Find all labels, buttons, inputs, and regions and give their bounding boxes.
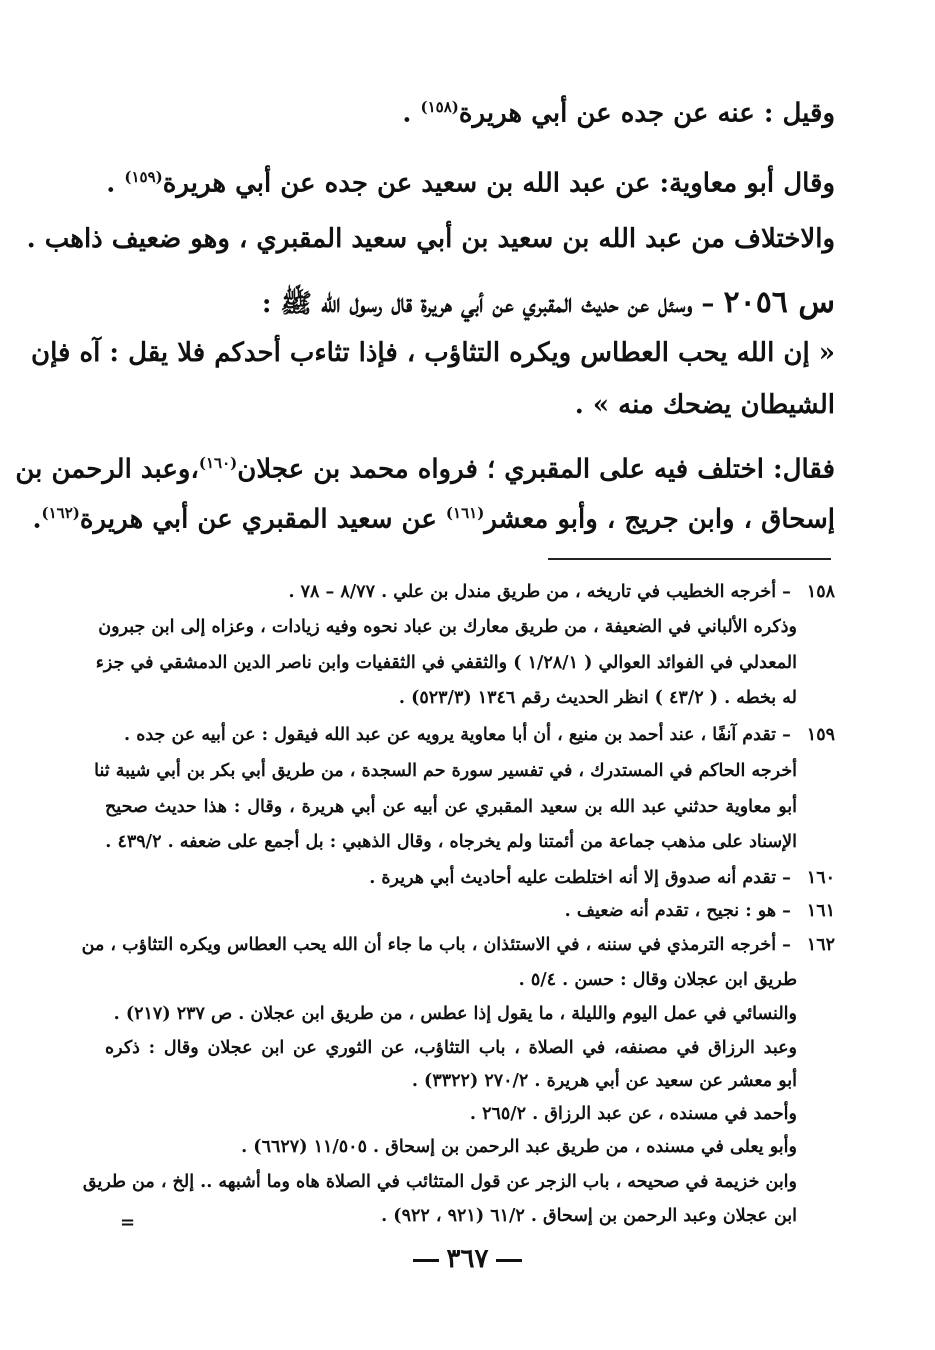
footnote-162-line-8: وابن خزيمة في صحيحه ، باب الزجر عن قول المتثائب في الصلاة هاه وما أشبهه .. إلخ ، من طريق xyxy=(82,1172,797,1192)
paragraph-text: وقال أبو معاوية: عن عبد الله بن سعيد عن جده عن أبي هريرة xyxy=(162,168,835,199)
footnote-number: ١٥٩ xyxy=(806,725,835,745)
footnote-text: تقدم آنفًا ، عند أحمد بن منيع ، أن أبا معاوية يرويه عن عبد الله فيقول : عن أبيه عن جده . xyxy=(124,725,777,745)
paragraph-text: عن سعيد المقبري عن أبي هريرة xyxy=(79,504,446,535)
footnote-162 xyxy=(81,935,835,955)
footnote-ref[interactable]: (١٦١) xyxy=(445,504,485,522)
footnote-159 xyxy=(105,727,835,745)
question-heading-line xyxy=(95,285,835,320)
paragraph-text: فقال: اختلف فيه على المقبري ؛ فرواه محمد بن عجلان xyxy=(237,454,835,485)
continuation-mark: = xyxy=(120,1212,136,1233)
hadith-text-line-2: الشيطان يضحك منه » . xyxy=(574,390,835,420)
footnote-ref[interactable]: (١٥٨) xyxy=(420,98,459,116)
footnote-text: أخرجه الخطيب في تاريخه ، من طريق مندل بن علي . ٨/٧٧ – ٧٨ . xyxy=(288,582,777,602)
footnote-text: أخرجه الترمذي في سننه ، في الاستئذان ، باب ما جاء أن الله يحب العطاس ويكره التثاؤب ، من xyxy=(81,935,777,955)
footnote-number: ١٦٠ xyxy=(806,868,835,888)
paragraph-1 xyxy=(95,100,835,127)
footnote-158-line-3: المعدلي في الفوائد العوالي ( ١/٢٨/١ ) والثقفي في الثقفيات وابن ناصر الدين الدمشقي في جزء xyxy=(95,653,797,673)
punctuation: . xyxy=(106,168,125,199)
footnote-162-line-3: والنسائي في عمل اليوم والليلة ، ما يقول إذا عطس ، من طريق ابن عجلان . ص ٢٣٧ (٢١٧) . xyxy=(113,1004,797,1024)
footnote-number: ١٦١ xyxy=(806,901,835,921)
paragraph-text: ،وعبد الرحمن بن xyxy=(15,454,199,485)
footnote-dash: – xyxy=(782,935,791,955)
footnote-161 xyxy=(105,903,835,921)
footnote-number: ١٥٨ xyxy=(806,582,835,602)
footnote-162-line-5: أبو معشر عن سعيد عن أبي هريرة . ٢٧٠/٢ (٣٣٢٢) . xyxy=(411,1071,797,1091)
page-number-dash xyxy=(496,1259,522,1262)
footnote-162-line-2: طريق ابن عجلان وقال : حسن . ٥/٤ . xyxy=(518,970,797,990)
paragraph-text: – وسئل عن حديث المقبري عن أبي هريرة قال رسول الله ﷺ : xyxy=(261,289,724,319)
paragraph-4-line-2 xyxy=(32,504,835,535)
footnote-162-line-7: وأبو يعلى في مسنده ، من طريق عبد الرحمن بن إسحاق . ١١/٥٠٥ (٦٦٢٧) . xyxy=(241,1137,797,1157)
footnote-text: تقدم أنه صدوق إلا أنه اختلطت عليه أحاديث أبي هريرة . xyxy=(369,868,777,888)
footnote-dash: – xyxy=(782,901,791,921)
footnote-number: ١٦٢ xyxy=(806,935,835,955)
paragraph-text: وقيل : عنه عن جده عن أبي هريرة xyxy=(458,98,835,129)
footnote-160 xyxy=(105,870,835,888)
footnote-158 xyxy=(105,584,835,602)
footnote-dash: – xyxy=(782,725,791,745)
footnote-162-line-4: وعبد الرزاق في مصنفه، في الصلاة ، باب التثاؤب، عن الثوري عن ابن عجلان وقال : ذكره xyxy=(105,1038,797,1058)
footnote-separator xyxy=(548,558,831,560)
footnote-ref[interactable]: (١٥٩) xyxy=(124,168,163,186)
punctuation: . xyxy=(32,504,42,535)
footnote-162-line-6: وأحمد في مسنده ، عن عبد الرزاق . ٢٦٥/٢ . xyxy=(469,1104,797,1124)
paragraph-2-line-2: والاختلاف من عبد الله بن سعيد بن أبي سعيد المقبري ، وهو ضعيف ذاهب . xyxy=(26,224,835,254)
question-number: س ٢٠٥٦ xyxy=(723,285,835,320)
footnote-159-line-2: أخرجه الحاكم في المستدرك ، في تفسير سورة حم السجدة ، من طريق أبي بكر بن أبي شيبة ثنا xyxy=(94,761,797,781)
footnote-159-line-4: الإسناد على مذهب جماعة من أئمتنا ولم يخرجاه ، وقال الذهبي : بل أجمع على ضعفه . ٤٣٩/٢ . xyxy=(105,832,797,852)
page-number-footer xyxy=(0,1244,935,1274)
footnote-text: هو : نجيح ، تقدم أنه ضعيف . xyxy=(564,901,777,921)
footnote-dash: – xyxy=(782,582,791,602)
footnote-ref[interactable]: (١٦٠) xyxy=(198,454,238,472)
footnote-158-line-2: وذكره الألباني في الضعيفة ، من طريق معارك بن عباد نحوه وفيه زيادات ، وعزاه إلى ابن جبرون xyxy=(98,617,797,637)
footnote-ref[interactable]: (١٦٢) xyxy=(41,504,80,522)
footnote-162-line-9: ابن عجلان وعبد الرحمن بن إسحاق . ٦١/٢ (٩٢١ ، ٩٢٢) . xyxy=(381,1206,797,1226)
footnote-dash: – xyxy=(782,868,791,888)
paragraph-text: إسحاق ، وابن جريج ، وأبو معشر xyxy=(484,504,835,535)
punctuation: . xyxy=(402,98,421,129)
footnote-158-line-4: له بخطه . ( ٤٣/٢ ) انظر الحديث رقم ١٣٤٦ (٥٢٣/٣) . xyxy=(398,688,797,708)
page-number: ٣٦٧ xyxy=(446,1244,489,1274)
hadith-text-line-1: « إن الله يحب العطاس ويكره التثاؤب ، فإذا تثاءب أحدكم فلا يقل : آه فإن xyxy=(31,338,835,368)
paragraph-4-line-1 xyxy=(15,454,835,485)
page-number-dash xyxy=(413,1259,439,1262)
paragraph-2-line-1 xyxy=(95,170,835,197)
footnote-159-line-3: أبو معاوية حدثني عبد الله بن سعيد المقبري عن أبيه عن أبي هريرة ، وقال : هذا حديث صحيح xyxy=(105,797,797,817)
